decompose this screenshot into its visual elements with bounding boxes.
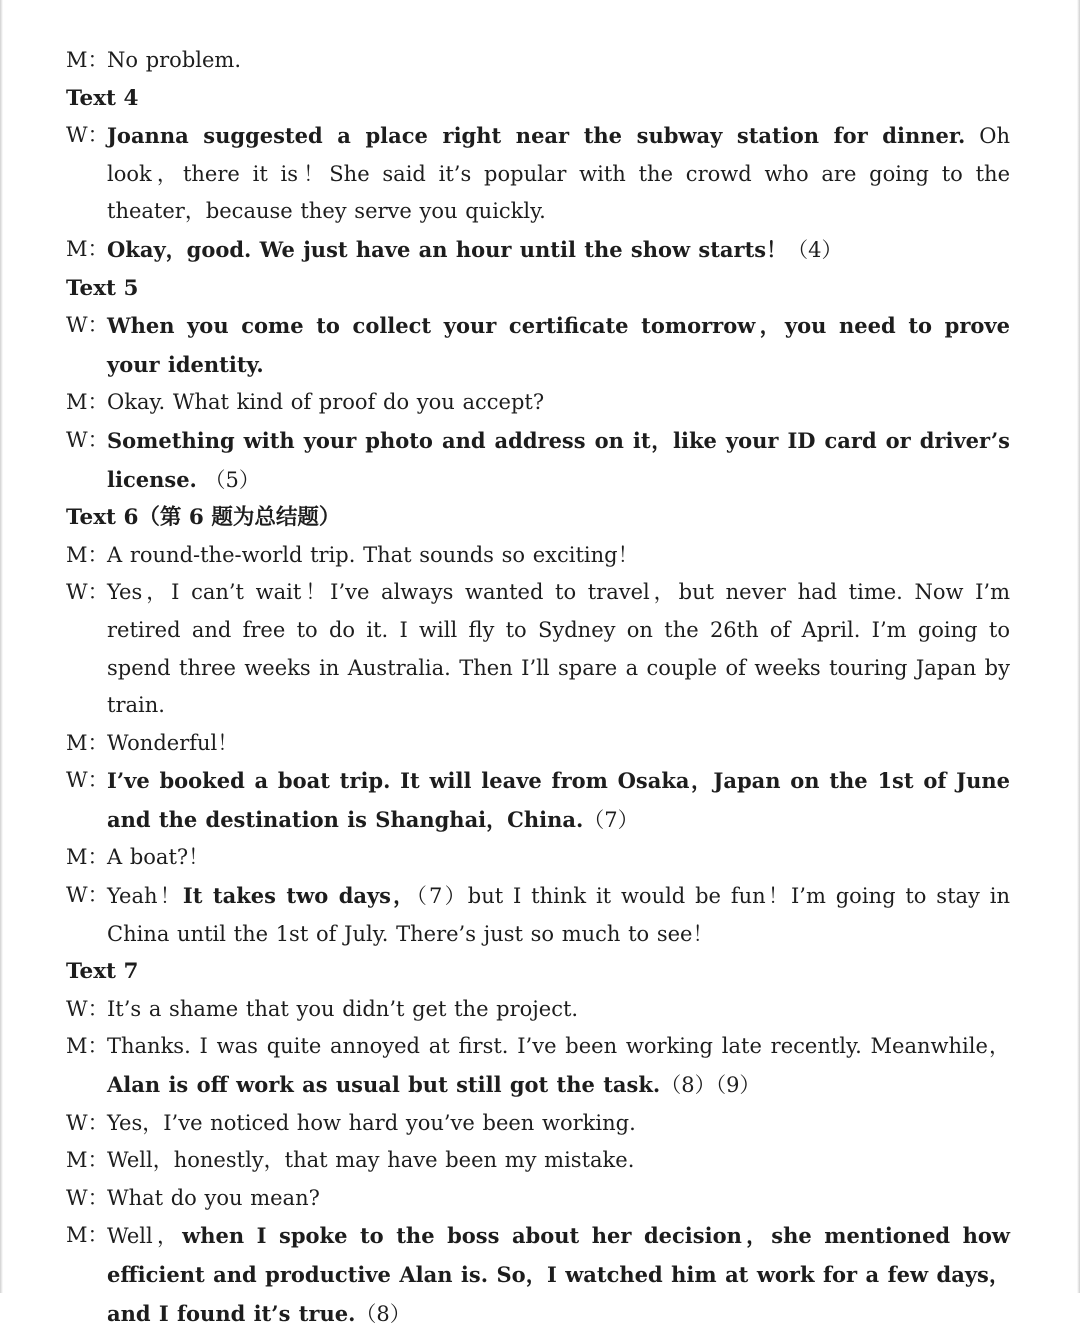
dialogue-text <box>107 762 1010 839</box>
dialogue-text <box>107 42 1010 80</box>
speaker-label: W： <box>66 1110 109 1135</box>
key-sentence: when I spoke to the boss about her decision，she mentioned how efficient and productive Alan is. So，I watched him at work for a few days，and I found it’s true. <box>107 1223 1010 1326</box>
key-sentence: Something with your photo and address on it，like your ID card or driver’s license. <box>107 427 1010 492</box>
key-sentence: Joanna suggested a place right near the subway station for dinner. <box>107 123 966 149</box>
dialogue-text <box>107 422 1010 499</box>
dialogue-fragment: （5） <box>196 467 260 492</box>
dialogue-line <box>66 307 1010 384</box>
key-sentence: I’ve booked a boat trip. It will leave from Osaka，Japan on the 1st of June and the destination is Shanghai，China. <box>107 768 1010 832</box>
speaker-label: W： <box>66 883 109 908</box>
dialogue-text <box>107 1105 1010 1143</box>
dialogue-line <box>66 1217 1010 1333</box>
dialogue-text <box>107 117 1010 231</box>
dialogue-text <box>107 725 1010 763</box>
speaker-label: W： <box>66 123 109 148</box>
section-heading: Text 5 <box>66 275 139 301</box>
section-heading: Text 7 <box>66 959 139 985</box>
dialogue-fragment: （8） <box>355 1301 411 1326</box>
dialogue-fragment: It’s a shame that you didn’t get the project. <box>107 996 579 1021</box>
dialogue-text <box>107 1028 1010 1104</box>
dialogue-fragment: Okay. What kind of proof do you accept? <box>107 390 545 415</box>
dialogue-text <box>107 877 1010 953</box>
dialogue-line <box>66 991 1010 1029</box>
section-heading: Text 6（第 6 题为总结题） <box>66 505 341 531</box>
speaker-label: M： <box>66 730 109 755</box>
page-edge-left <box>0 0 3 1293</box>
dialogue-text <box>107 307 1010 384</box>
dialogue-text <box>107 1180 1010 1218</box>
dialogue-line <box>66 1105 1010 1143</box>
speaker-label: W： <box>66 996 109 1021</box>
key-sentence: Alan is off work as usual but still got the task. <box>107 1072 661 1098</box>
speaker-label: W： <box>66 1185 109 1210</box>
dialogue-line <box>66 231 1010 270</box>
dialogue-fragment: A boat?！ <box>107 845 210 870</box>
dialogue-text <box>107 1142 1010 1180</box>
dialogue-line <box>66 1028 1010 1104</box>
speaker-label: W： <box>66 427 109 452</box>
dialogue-fragment: Yeah！ <box>107 884 183 909</box>
speaker-label: M： <box>66 48 109 72</box>
dialogue-line <box>66 384 1010 422</box>
dialogue-line <box>66 574 1010 724</box>
dialogue-fragment: Yes，I can’t wait！I’ve always wanted to travel，but never had time. Now I’m retired and free to do it. I will fly to Sydney on the 26th of April. I’m going to spend three weeks in Australia. Then I’ll spare a couple of weeks touring Japan by train. <box>107 580 1010 718</box>
speaker-label: M： <box>66 542 109 567</box>
speaker-label: W： <box>66 313 109 338</box>
dialogue-line <box>66 1142 1010 1180</box>
speaker-label: M： <box>66 1148 109 1173</box>
speaker-label: M： <box>66 390 109 415</box>
dialogue-line <box>66 537 1010 575</box>
speaker-label: W： <box>66 580 109 605</box>
speaker-label: W： <box>66 768 109 793</box>
dialogue-text <box>107 574 1010 724</box>
dialogue-fragment: Thanks. I was quite annoyed at first. I’ve been working late recently. Meanwhile， <box>107 1034 1010 1059</box>
dialogue-text <box>107 537 1010 575</box>
dialogue-line <box>66 725 1010 763</box>
dialogue-line <box>66 1180 1010 1218</box>
speaker-label: M： <box>66 1223 109 1248</box>
dialogue-line <box>66 42 1010 80</box>
dialogue-fragment: No problem. <box>107 48 241 72</box>
dialogue-line <box>66 762 1010 839</box>
dialogue-fragment: Wonderful！ <box>107 730 239 755</box>
dialogue-line <box>66 422 1010 499</box>
dialogue-fragment: What do you mean? <box>107 1185 320 1210</box>
dialogue-fragment: Yes，I’ve noticed how hard you’ve been working. <box>107 1110 636 1135</box>
speaker-label: M： <box>66 236 109 261</box>
dialogue-text <box>107 384 1010 422</box>
dialogue-text <box>107 839 1010 877</box>
dialogue-fragment: Oh look，there it is！She said it’s popular with the crowd who are going to the theater，because they serve you quickly. <box>107 124 1011 224</box>
dialogue-fragment: （8）（9） <box>660 1073 761 1098</box>
dialogue-text <box>107 1217 1010 1333</box>
dialogue-fragment: Well，honestly，that may have been my mistake. <box>107 1148 635 1173</box>
dialogue-line <box>66 117 1010 231</box>
dialogue-fragment: Well， <box>107 1224 183 1249</box>
key-sentence: It takes two days， <box>182 883 417 909</box>
section-heading: Text 4 <box>66 85 139 111</box>
dialogue-fragment: A round-the-world trip. That sounds so exciting！ <box>107 542 639 567</box>
speaker-label: M： <box>66 845 109 870</box>
dialogue-line <box>66 877 1010 953</box>
dialogue-text <box>107 231 1010 270</box>
dialogue-line <box>66 839 1010 877</box>
dialogue-fragment: （7）but I think it would be fun！I’m going to stay in China until the 1st of July. There’s just so much to see！ <box>107 884 1010 946</box>
dialogue-fragment: （4） <box>787 237 843 262</box>
speaker-label: M： <box>66 1034 109 1059</box>
key-sentence: When you come to collect your certificate tomorrow，you need to prove your identity. <box>107 313 1010 377</box>
dialogue-text <box>107 991 1010 1029</box>
transcript-body <box>66 42 1010 1333</box>
key-sentence: Okay，good. We just have an hour until the show starts！ <box>107 236 788 262</box>
dialogue-fragment: （7） <box>583 807 639 832</box>
